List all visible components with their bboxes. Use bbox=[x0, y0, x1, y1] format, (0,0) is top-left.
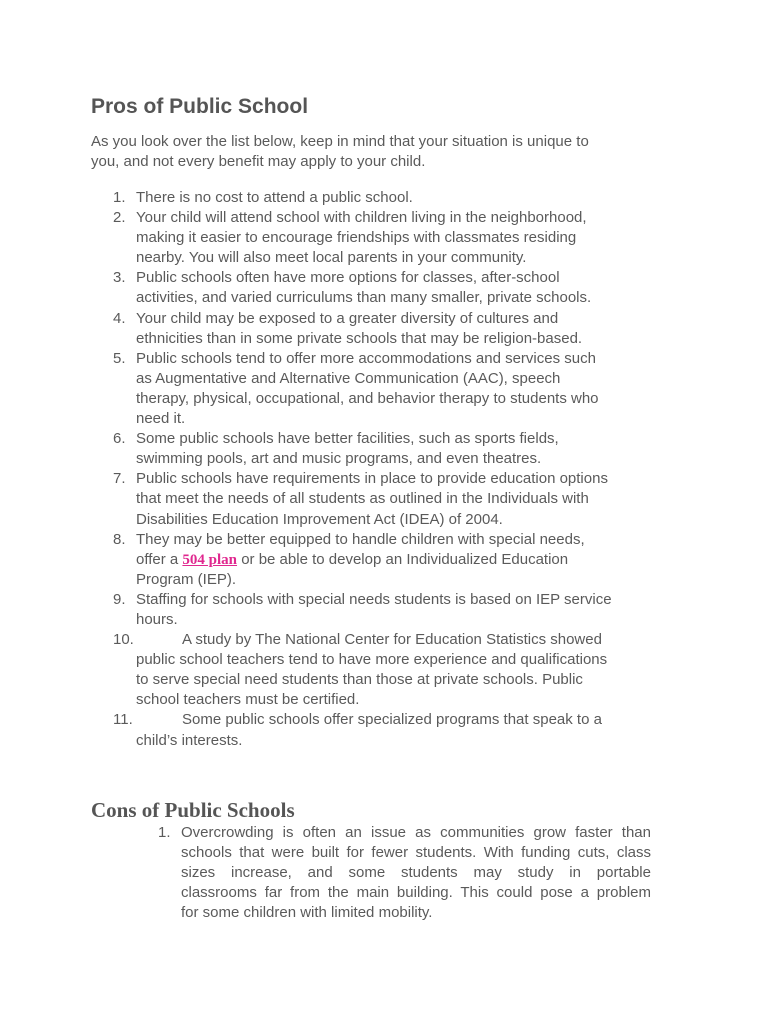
cons-list bbox=[0, 823, 768, 923]
list-item bbox=[0, 268, 696, 308]
list-number: 6. bbox=[113, 430, 126, 448]
pros-heading: Pros of Public School bbox=[91, 95, 309, 118]
list-line: ethnicities than in some private schools that may be religion-based. bbox=[136, 329, 583, 347]
list-line: public school teachers tend to have more experience and qualifications bbox=[136, 651, 608, 669]
list-item bbox=[0, 429, 696, 469]
list-number: 1. bbox=[113, 189, 126, 206]
list-item bbox=[0, 469, 696, 529]
list-line: Overcrowding is often an issue as communities grow faster than bbox=[181, 824, 651, 841]
list-line: Some public schools have better facilities, such as sports fields, bbox=[136, 430, 559, 448]
list-number: 7. bbox=[113, 470, 126, 488]
list-line: nearby. You will also meet local parents in your community. bbox=[136, 249, 527, 267]
list-line: child’s interests. bbox=[136, 731, 243, 749]
list-line: school teachers must be certified. bbox=[136, 691, 360, 709]
list-line: They may be better equipped to handle children with special needs, bbox=[136, 530, 585, 548]
link-prefix-text: offer a bbox=[136, 550, 183, 568]
list-item bbox=[0, 208, 696, 268]
list-number: 10. bbox=[113, 631, 134, 649]
list-item bbox=[0, 630, 696, 710]
list-number: 9. bbox=[113, 590, 126, 608]
list-line-with-link bbox=[136, 550, 696, 570]
link-suffix-text: or be able to develop an Individualized Education bbox=[237, 550, 569, 568]
list-line: Public schools have requirements in place to provide education options bbox=[136, 470, 608, 488]
list-number: 1. bbox=[158, 824, 171, 841]
list-line: for some children with limited mobility. bbox=[181, 904, 433, 922]
list-line: Some public schools offer specialized programs that speak to a bbox=[182, 711, 602, 729]
intro-paragraph bbox=[91, 132, 681, 172]
list-line: Public schools often have more options for classes, after-school bbox=[136, 269, 560, 287]
list-line: to serve special need students than those at private schools. Public bbox=[136, 671, 583, 689]
list-number: 3. bbox=[113, 269, 126, 287]
list-line: swimming pools, art and music programs, and even theatres. bbox=[136, 450, 542, 468]
list-line: making it easier to encourage friendships with classmates residing bbox=[136, 229, 577, 247]
list-item bbox=[0, 710, 696, 750]
pros-list bbox=[0, 188, 768, 751]
list-item bbox=[0, 309, 696, 349]
intro-line: As you look over the list below, keep in mind that your situation is unique to bbox=[91, 133, 589, 150]
list-number: 11. bbox=[113, 711, 133, 729]
list-line: There is no cost to attend a public school. bbox=[136, 189, 413, 206]
504-plan-link[interactable]: 504 plan bbox=[182, 551, 238, 568]
list-number: 2. bbox=[113, 209, 126, 227]
intro-line: you, and not every benefit may apply to your child. bbox=[91, 153, 426, 170]
list-line: therapy, physical, occupational, and behavior therapy to students who bbox=[136, 389, 599, 407]
list-line: Public schools tend to offer more accommodations and services such bbox=[136, 349, 596, 367]
list-line: hours. bbox=[136, 610, 178, 628]
list-line: as Augmentative and Alternative Communication (AAC), speech bbox=[136, 369, 561, 387]
list-number: 4. bbox=[113, 309, 126, 327]
list-line: need it. bbox=[136, 410, 186, 428]
list-line: classrooms far from the main building. This could pose a problem bbox=[181, 884, 651, 902]
cons-heading: Cons of Public Schools bbox=[91, 798, 295, 822]
list-line: Disabilities Education Improvement Act (IDEA) of 2004. bbox=[136, 510, 503, 528]
list-line: Your child will attend school with children living in the neighborhood, bbox=[136, 209, 587, 227]
list-line: Your child may be exposed to a greater diversity of cultures and bbox=[136, 309, 559, 327]
list-number: 5. bbox=[113, 349, 126, 367]
list-line: Staffing for schools with special needs students is based on IEP service bbox=[136, 590, 612, 608]
list-item bbox=[0, 530, 696, 590]
list-number: 8. bbox=[113, 530, 126, 548]
list-line: that meet the needs of all students as outlined in the Individuals with bbox=[136, 490, 589, 508]
list-line: activities, and varied curriculums than many smaller, private schools. bbox=[136, 289, 592, 307]
list-line: A study by The National Center for Education Statistics showed bbox=[182, 631, 602, 649]
list-line: sizes increase, and some students may study in portable bbox=[181, 864, 651, 882]
list-line: Program (IEP). bbox=[136, 570, 237, 588]
list-line: schools that were built for fewer students. With funding cuts, class bbox=[181, 844, 651, 862]
list-item bbox=[0, 188, 696, 208]
list-item bbox=[0, 590, 696, 630]
list-item bbox=[0, 349, 696, 429]
list-item bbox=[0, 823, 651, 923]
